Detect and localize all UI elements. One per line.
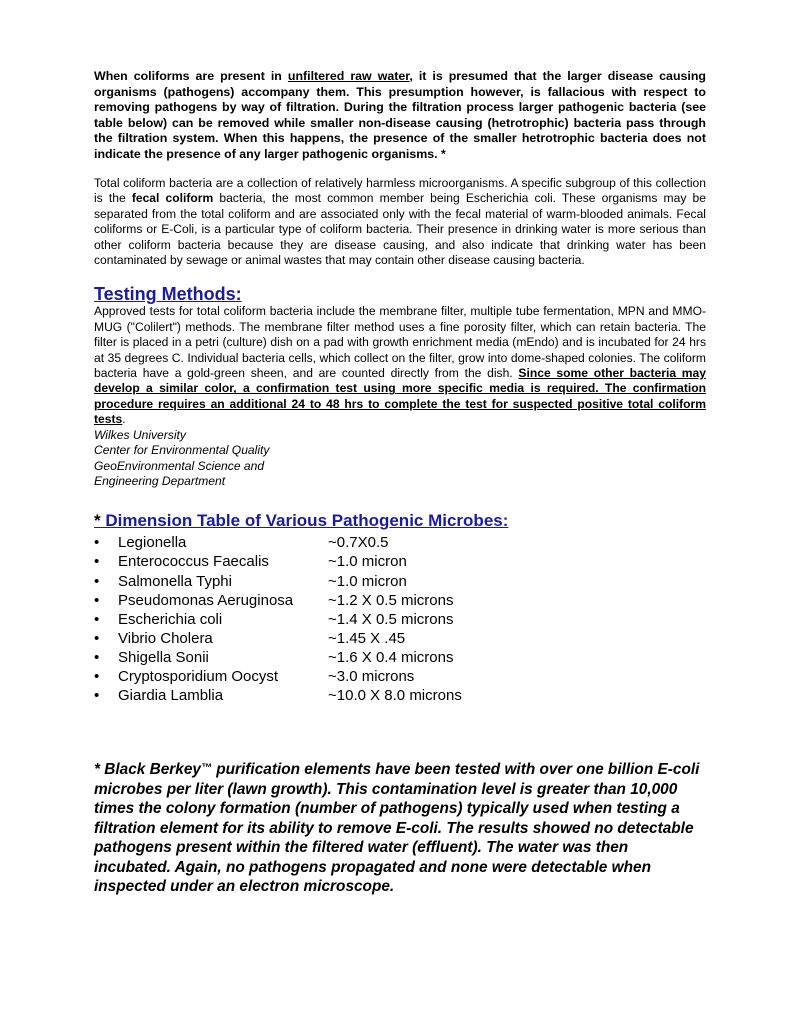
microbe-size: ~3.0 microns xyxy=(328,667,415,685)
bullet-icon: • xyxy=(94,572,100,590)
intro-text-start: When coliforms are present in xyxy=(94,69,288,83)
bullet-icon: • xyxy=(94,629,100,647)
microbe-size: ~1.6 X 0.4 microns xyxy=(328,648,454,666)
microbe-size: ~1.0 micron xyxy=(328,572,407,590)
testing-methods-text: Approved tests for total coliform bacteria include the membrane filter, multiple tube fermentation, MPN and MMO-MUG ("Colilert") methods. The membrane filter method uses a fine porosity filter, which can retain bacteria. The filter is placed in a petri (culture) dish on a pad with growth enrichment media (mEndo) and is incubated for 24 hrs at 35 degrees C. Individual bacteria cells, which collect on the filter, grow into dome-shaped colonies. The coliform bacteria have a gold-green sheen, and are counted directly from the dish. xyxy=(94,304,706,381)
document-page xyxy=(94,69,706,897)
attribution-line: GeoEnvironmental Science and xyxy=(94,458,265,473)
dimension-table-title: Dimension Table of Various Pathogenic Microbes: xyxy=(100,511,509,531)
bullet-icon: • xyxy=(94,591,100,609)
microbe-name: Escherichia coli xyxy=(118,610,223,628)
list-item xyxy=(94,572,706,591)
confirmation-emphasis: Since some other bacteria may develop a similar color, a confirmation test using more specific media is required. The confirmation procedure requires an additional 24 to 48 hrs to complete the test for suspected positive total coliform tests xyxy=(94,366,707,427)
microbe-name: Cryptosporidium Oocyst xyxy=(118,667,279,685)
intro-paragraph xyxy=(94,69,706,162)
microbe-size: ~1.2 X 0.5 microns xyxy=(328,591,454,609)
microbe-size: ~1.45 X .45 xyxy=(328,629,406,647)
list-item xyxy=(94,648,706,667)
testing-methods-end: . xyxy=(122,412,126,427)
testing-methods-paragraph xyxy=(94,304,706,427)
bullet-icon: • xyxy=(94,553,100,571)
intro-underlined-phrase: unfiltered raw water xyxy=(287,69,410,83)
coliform-text-start: Total coliform bacteria are a collection of relatively harmless microorganisms. A specific subgroup of this collection is the xyxy=(94,176,706,206)
list-item xyxy=(94,533,706,552)
bullet-icon: • xyxy=(94,687,100,705)
footnote-text: purification elements have been tested with over one billion E-coli microbes per liter (lawn growth). This contamination level is greater than 10,000 times the colony formation (number of pathogens) typically used when testing a filtration element for its ability to remove E-coli. The results showed no detectable pathogens present within the filtered water (effluent). The water was then incubated. Again, no pathogens propagated and none were detectable when inspected under an electron microscope. xyxy=(94,761,700,896)
footnote-paragraph xyxy=(94,759,706,897)
asterisk-mark: * xyxy=(94,511,101,531)
list-item xyxy=(94,629,706,648)
coliform-paragraph xyxy=(94,176,706,268)
attribution-line: Engineering Department xyxy=(94,473,226,488)
bullet-icon: • xyxy=(94,534,100,552)
intro-text-rest: , it is presumed that the larger disease causing organisms (pathogens) accompany them. This presumption however, is fallacious with respect to removing pathogens by way of filtration. During the filtration process larger pathogenic bacteria (see table below) can be removed while smaller non-disease causing (hetrotrophic) bacteria pass through the filtration system. When this happens, the presence of the smaller hetrotrophic bacteria does not indicate the presence of any larger pathogenic organisms. * xyxy=(94,69,706,161)
bullet-icon: • xyxy=(94,667,100,685)
bullet-icon: • xyxy=(94,610,100,628)
microbe-list xyxy=(94,533,706,705)
list-item xyxy=(94,667,706,686)
trademark-mark: ™ xyxy=(200,762,212,775)
microbe-name: Vibrio Cholera xyxy=(118,629,213,647)
attribution-line: Center for Environmental Quality xyxy=(94,443,270,458)
microbe-name: Shigella Sonii xyxy=(118,648,209,666)
attribution-block xyxy=(94,428,706,490)
list-item xyxy=(94,591,706,610)
testing-methods-heading: Testing Methods: xyxy=(94,284,242,305)
fecal-coliform-term: fecal coliform xyxy=(131,191,214,206)
dimension-table-heading xyxy=(94,511,706,530)
microbe-size: ~0.7X0.5 xyxy=(328,534,389,552)
attribution-line: Wilkes University xyxy=(94,427,186,442)
microbe-size: ~1.0 micron xyxy=(328,553,407,571)
footnote-lead: * Black Berkey xyxy=(94,761,201,779)
microbe-name: Pseudomonas Aeruginosa xyxy=(118,591,294,609)
microbe-size: ~1.4 X 0.5 microns xyxy=(328,610,454,628)
bullet-icon: • xyxy=(94,648,100,666)
microbe-name: Legionella xyxy=(118,534,187,552)
list-item xyxy=(94,552,706,571)
microbe-name: Giardia Lamblia xyxy=(118,687,224,705)
list-item xyxy=(94,610,706,629)
microbe-name: Enterococcus Faecalis xyxy=(118,553,269,571)
list-item xyxy=(94,686,706,705)
microbe-size: ~10.0 X 8.0 microns xyxy=(328,687,462,705)
microbe-name: Salmonella Typhi xyxy=(118,572,232,590)
coliform-text-rest: bacteria, the most common member being Escherichia coli. These organisms may be separated from the total coliform and are associated only with the fecal material of warm-blooded animals. Fecal coliforms or E-Coli, is a particular type of coliform bacteria. Their presence in drinking water is more serious than other coliform bacteria because they are disease causing, and also indicate that drinking water has been contaminated by sewage or animal wastes that may contain other disease causing bacteria. xyxy=(94,191,706,268)
